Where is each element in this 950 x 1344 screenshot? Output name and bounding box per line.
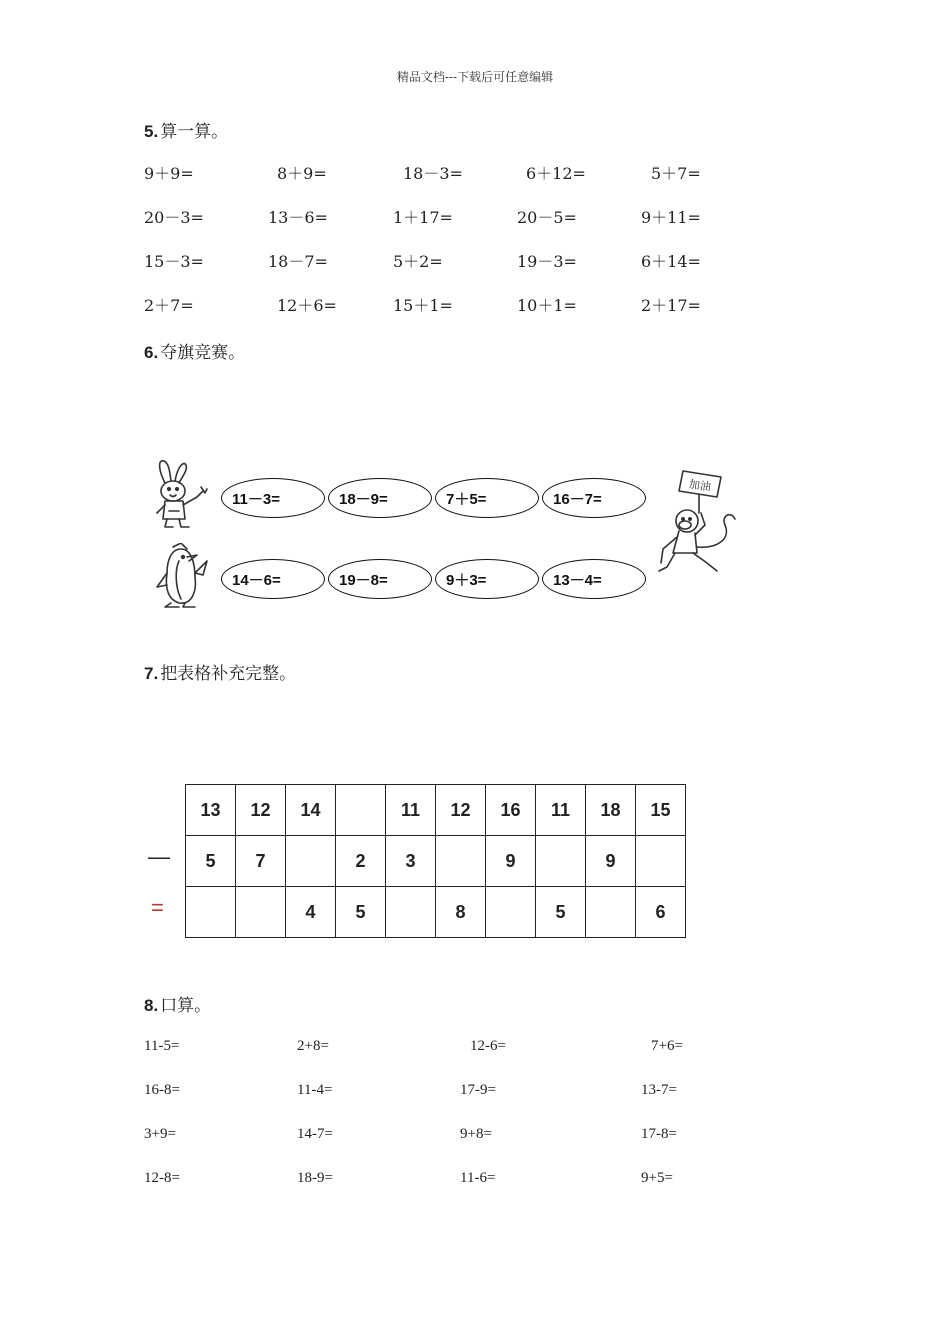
- equation: 6＋12=: [526, 164, 586, 183]
- equation: 12＋6=: [277, 296, 337, 315]
- page-header: 精品文档---下载后可任意编辑: [396, 70, 554, 84]
- table-row-subtrahend: [186, 836, 686, 887]
- equation: 9＋3=: [446, 571, 487, 589]
- equation: 11－3=: [232, 490, 280, 508]
- equation: 3+9=: [144, 1126, 176, 1142]
- equation: 2＋7=: [144, 296, 194, 315]
- equation: 18－7=: [268, 252, 328, 271]
- equation: 19－8=: [339, 571, 388, 589]
- equation: 13-7=: [641, 1082, 677, 1098]
- table-cell: [286, 836, 336, 887]
- table-cell: [536, 836, 586, 887]
- question-5-title: [144, 117, 228, 142]
- question-number: 8.: [144, 996, 159, 1015]
- question-text: 算一算。: [160, 122, 229, 142]
- equation: 9+8=: [460, 1126, 492, 1142]
- equation: 7＋5=: [446, 490, 487, 508]
- table-cell: 15: [636, 785, 686, 836]
- race-oval: [435, 559, 539, 599]
- equation: 17-8=: [641, 1126, 677, 1142]
- subtraction-table: [185, 784, 686, 938]
- table-cell: 3: [386, 836, 436, 887]
- question-number: 5.: [144, 122, 159, 141]
- table-row-difference: [186, 887, 686, 938]
- race-oval: [542, 478, 646, 518]
- table-cell: [436, 836, 486, 887]
- equation: 11-4=: [297, 1082, 333, 1098]
- table-cell: 4: [286, 887, 336, 938]
- question-text: 把表格补充完整。: [160, 664, 297, 684]
- equation: 1＋17=: [393, 208, 453, 227]
- table-cell: [336, 785, 386, 836]
- table-cell: [386, 887, 436, 938]
- equation: 19－3=: [517, 252, 577, 271]
- monkey-icon: [655, 467, 747, 577]
- equation: 2＋17=: [641, 296, 701, 315]
- equation: 20－5=: [517, 208, 577, 227]
- race-oval: [221, 478, 325, 518]
- table-cell: 9: [486, 836, 536, 887]
- equation: 18-9=: [297, 1170, 333, 1186]
- equation: 9＋9=: [144, 164, 194, 183]
- equation: 9+5=: [641, 1170, 673, 1186]
- table-cell: 11: [386, 785, 436, 836]
- table-cell: 12: [436, 785, 486, 836]
- equation: 2+8=: [297, 1038, 329, 1054]
- table-cell: [586, 887, 636, 938]
- equation: 16－7=: [553, 490, 602, 508]
- question-number: 7.: [144, 664, 159, 683]
- table-cell: 8: [436, 887, 486, 938]
- equation: 16-8=: [144, 1082, 180, 1098]
- question-number: 6.: [144, 343, 159, 362]
- rabbit-icon: [145, 457, 213, 531]
- equation: 13－4=: [553, 571, 602, 589]
- equation: 10＋1=: [517, 296, 577, 315]
- table-row-minuend: [186, 785, 686, 836]
- equation: 12-6=: [470, 1038, 506, 1054]
- question-text: 夺旗竞赛。: [160, 343, 246, 363]
- equation: 20－3=: [144, 208, 204, 227]
- minus-sign: —: [148, 844, 170, 869]
- question-text: 口算。: [160, 996, 212, 1016]
- flag-race: [145, 455, 745, 615]
- equation: 17-9=: [460, 1082, 496, 1098]
- equation: 15＋1=: [393, 296, 453, 315]
- equation: 12-8=: [144, 1170, 180, 1186]
- table-cell: 14: [286, 785, 336, 836]
- penguin-icon: [153, 543, 215, 609]
- table-cell: 16: [486, 785, 536, 836]
- table-cell: 6: [636, 887, 686, 938]
- race-oval: [542, 559, 646, 599]
- equation: 14-7=: [297, 1126, 333, 1142]
- race-oval: [435, 478, 539, 518]
- table-cell: [486, 887, 536, 938]
- equation: 15－3=: [144, 252, 204, 271]
- table-cell: 12: [236, 785, 286, 836]
- equals-sign: =: [151, 895, 164, 920]
- table-cell: [236, 887, 286, 938]
- equation: 11-5=: [144, 1038, 180, 1054]
- table-cell: 18: [586, 785, 636, 836]
- table-cell: 5: [536, 887, 586, 938]
- equation: 5＋7=: [651, 164, 701, 183]
- equation: 6＋14=: [641, 252, 701, 271]
- table-cell: 7: [236, 836, 286, 887]
- table-cell: [186, 887, 236, 938]
- table-cell: [636, 836, 686, 887]
- equation: 9＋11=: [641, 208, 701, 227]
- equation: 7+6=: [651, 1038, 683, 1054]
- table-cell: 5: [336, 887, 386, 938]
- race-oval: [328, 478, 432, 518]
- question-7-title: [144, 659, 296, 684]
- table-cell: 9: [586, 836, 636, 887]
- question-6-title: [144, 338, 245, 363]
- equation: 11-6=: [460, 1170, 496, 1186]
- equation: 14－6=: [232, 571, 281, 589]
- table-cell: 11: [536, 785, 586, 836]
- table-cell: 2: [336, 836, 386, 887]
- equation: 13－6=: [268, 208, 328, 227]
- equation: 5＋2=: [393, 252, 443, 271]
- equation: 18－3=: [403, 164, 463, 183]
- sign-text: 加油: [688, 477, 712, 494]
- equation: 8＋9=: [277, 164, 327, 183]
- equation: 18－9=: [339, 490, 388, 508]
- question-8-title: [144, 991, 211, 1016]
- table-cell: 5: [186, 836, 236, 887]
- race-oval: [221, 559, 325, 599]
- table-cell: 13: [186, 785, 236, 836]
- race-oval: [328, 559, 432, 599]
